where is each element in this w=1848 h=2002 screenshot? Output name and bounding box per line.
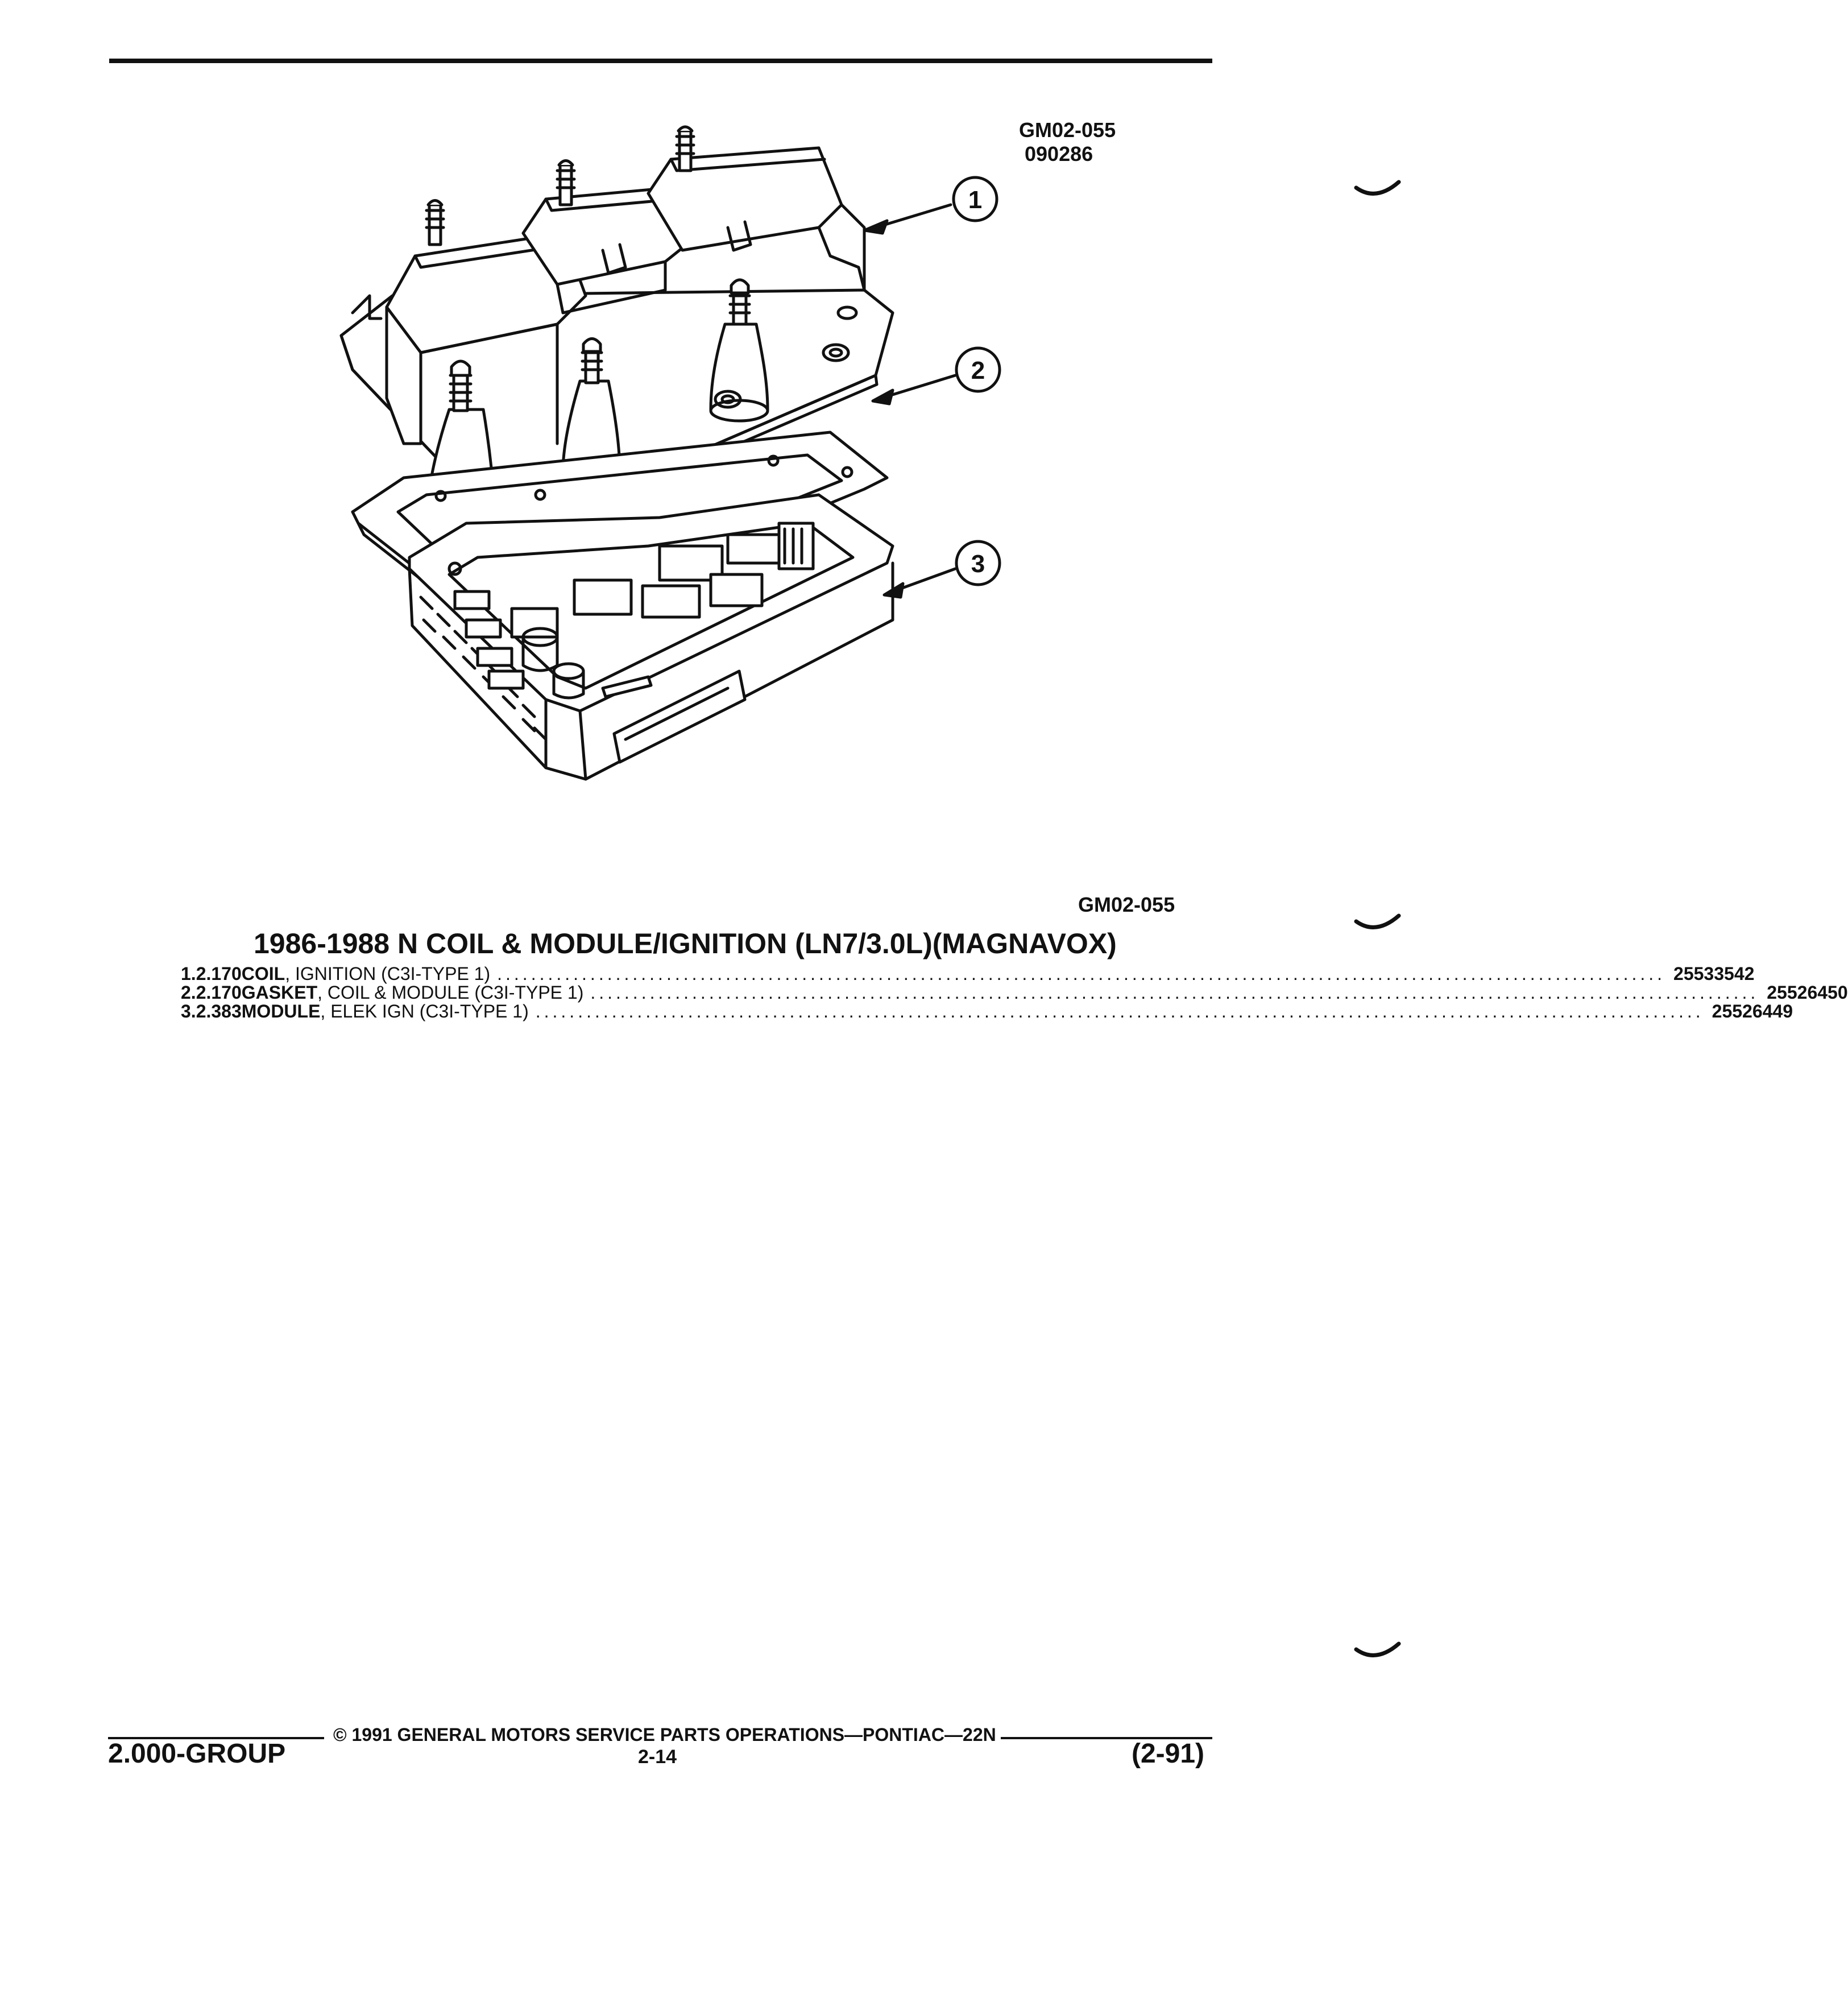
part-name: GASKET bbox=[241, 982, 318, 1003]
item-number: 3. bbox=[181, 1001, 196, 1021]
top-rule bbox=[109, 59, 1212, 63]
dot-leader: .......................................................................................................................................... bbox=[497, 963, 1666, 984]
module-drawing bbox=[409, 495, 893, 779]
footer-revision-date: (2-91) bbox=[1132, 1739, 1205, 1769]
part-number: 25533542 bbox=[1673, 963, 1755, 984]
figure-code: GM02-055 bbox=[1019, 118, 1116, 142]
parts-list bbox=[181, 963, 1848, 1021]
part-description bbox=[242, 983, 584, 1002]
dot-leader: .......................................................................................................................................... bbox=[590, 982, 1759, 1003]
footer-page-number: 2-14 bbox=[638, 1746, 677, 1768]
part-name: COIL bbox=[241, 963, 285, 984]
callout-3: 3 bbox=[971, 550, 985, 578]
binder-ring-mark bbox=[1353, 1632, 1404, 1666]
part-row bbox=[181, 982, 1848, 1003]
part-detail: , COIL & MODULE (C3I-TYPE 1) bbox=[317, 982, 584, 1003]
callout-1: 1 bbox=[968, 186, 983, 214]
part-description bbox=[242, 1002, 529, 1021]
group-number: 2.170 bbox=[196, 982, 242, 1003]
part-number: 25526450 bbox=[1767, 982, 1848, 1003]
figure-code-bottom: GM02-055 bbox=[1078, 893, 1175, 916]
part-row bbox=[181, 963, 1755, 984]
part-name: MODULE bbox=[241, 1001, 321, 1021]
dot-leader: .......................................................................................................................................... bbox=[535, 1001, 1704, 1021]
footer-group: 2.000-GROUP bbox=[108, 1739, 286, 1769]
binder-ring-mark bbox=[1353, 171, 1404, 205]
part-number: 25526449 bbox=[1712, 1001, 1793, 1021]
part-detail: , IGNITION (C3I-TYPE 1) bbox=[285, 963, 491, 984]
part-detail: , ELEK IGN (C3I-TYPE 1) bbox=[320, 1001, 529, 1021]
part-description bbox=[242, 965, 490, 983]
item-number: 2. bbox=[181, 982, 196, 1003]
exploded-view-illustration bbox=[318, 125, 1035, 859]
group-number: 2.170 bbox=[196, 963, 242, 984]
binder-ring-mark bbox=[1353, 904, 1404, 938]
part-row bbox=[181, 1001, 1793, 1021]
group-number: 2.383 bbox=[196, 1001, 242, 1021]
section-title: 1986-1988 N COIL & MODULE/IGNITION (LN7/3.0L)(MAGNAVOX) bbox=[254, 928, 1117, 959]
footer-copyright: © 1991 GENERAL MOTORS SERVICE PARTS OPERATIONS—PONTIAC—22N bbox=[333, 1724, 996, 1745]
figure-date-code: 090286 bbox=[1025, 142, 1093, 166]
item-number: 1. bbox=[181, 963, 196, 984]
callout-2: 2 bbox=[971, 357, 985, 384]
